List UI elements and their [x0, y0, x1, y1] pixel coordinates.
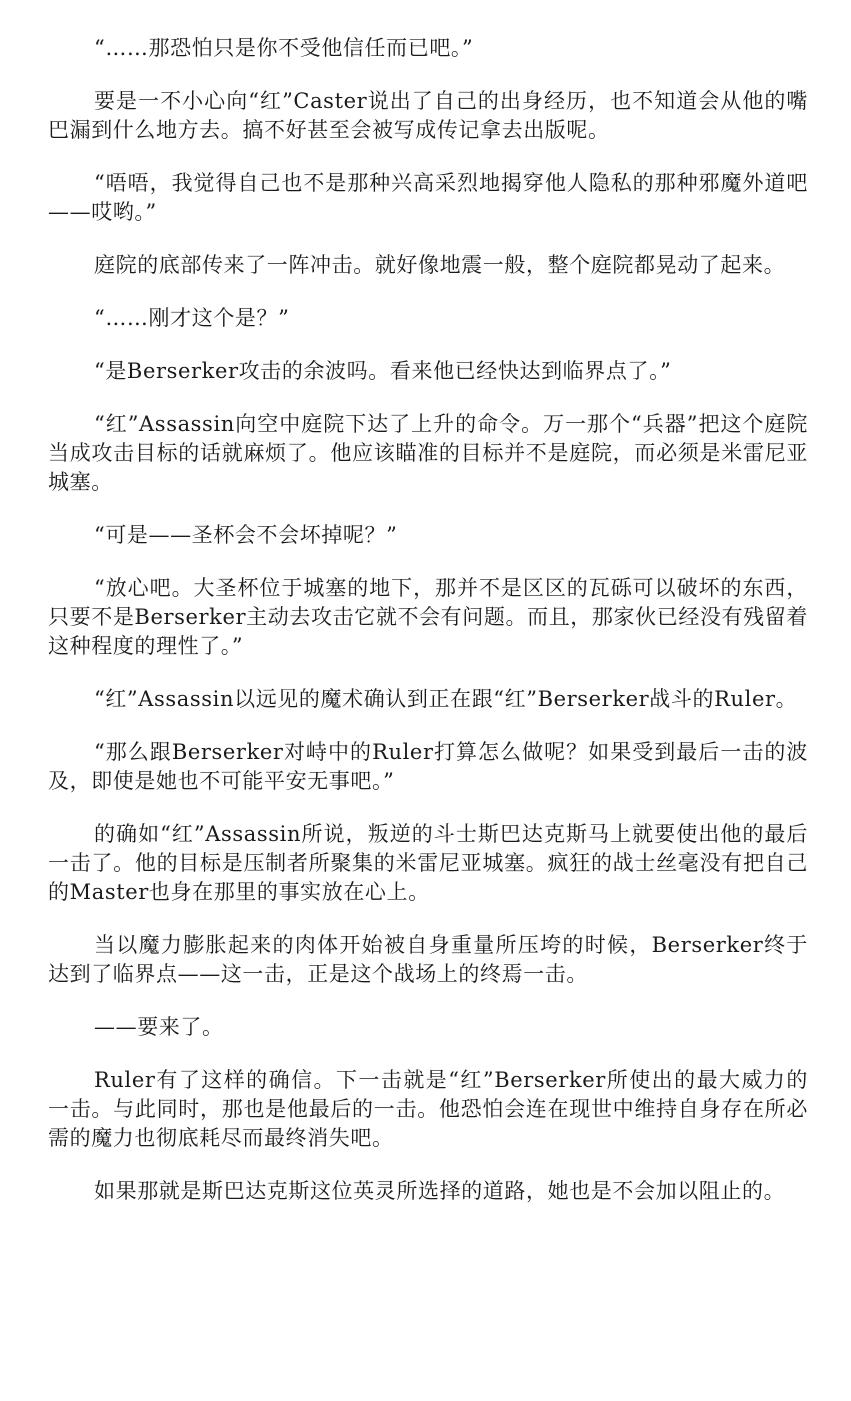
- paragraph: 要是一不小心向“红”Caster说出了自己的出身经历，也不知道会从他的嘴巴漏到什么地方去。搞不好甚至会被写成传记拿去出版呢。: [48, 89, 808, 142]
- paragraph: ——要来了。: [94, 1015, 224, 1039]
- paragraph: “红”Assassin向空中庭院下达了上升的命令。万一那个“兵器”把这个庭院当成攻击目标的话就麻烦了。他应该瞄准的目标并不是庭院，而必须是米雷尼亚城塞。: [48, 412, 808, 494]
- paragraph: “可是——圣杯会不会坏掉呢？”: [94, 523, 398, 547]
- paragraph: “……刚才这个是？”: [94, 306, 290, 330]
- paragraph: “放心吧。大圣杯位于城塞的地下，那并不是区区的瓦砾可以破坏的东西，只要不是Berserker主动去攻击它就不会有问题。而且，那家伙已经没有残留着这种程度的理性了。”: [48, 576, 808, 658]
- paragraph: 庭院的底部传来了一阵冲击。就好像地震一般，整个庭院都晃动了起来。: [94, 253, 786, 277]
- paragraph: 如果那就是斯巴达克斯这位英灵所选择的道路，她也是不会加以阻止的。: [94, 1179, 786, 1203]
- paragraph: “……那恐怕只是你不受他信任而已吧。”: [94, 36, 474, 60]
- paragraph: “红”Assassin以远见的魔术确认到正在跟“红”Berserker战斗的Ruler。: [94, 687, 798, 711]
- document-page: [48, 34, 808, 1230]
- paragraph: 的确如“红”Assassin所说，叛逆的斗士斯巴达克斯马上就要使出他的最后一击了。他的目标是压制者所聚集的米雷尼亚城塞。疯狂的战士丝毫没有把自己的Master也身在那里的事实放在心上。: [48, 822, 808, 904]
- paragraph: “是Berserker攻击的余波吗。看来他已经快达到临界点了。”: [94, 359, 672, 383]
- paragraph: 当以魔力膨胀起来的肉体开始被自身重量所压垮的时候，Berserker终于达到了临界点——这一击，正是这个战场上的终焉一击。: [48, 933, 808, 986]
- paragraph: “那么跟Berserker对峙中的Ruler打算怎么做呢？如果受到最后一击的波及，即使是她也不可能平安无事吧。”: [48, 740, 808, 793]
- paragraph: “唔唔，我觉得自己也不是那种兴高采烈地揭穿他人隐私的那种邪魔外道吧——哎哟。”: [48, 171, 808, 224]
- paragraph: Ruler有了这样的确信。下一击就是“红”Berserker所使出的最大威力的一击。与此同时，那也是他最后的一击。他恐怕会连在现世中维持自身存在所必需的魔力也彻底耗尽而最终消失吧。: [48, 1068, 808, 1150]
